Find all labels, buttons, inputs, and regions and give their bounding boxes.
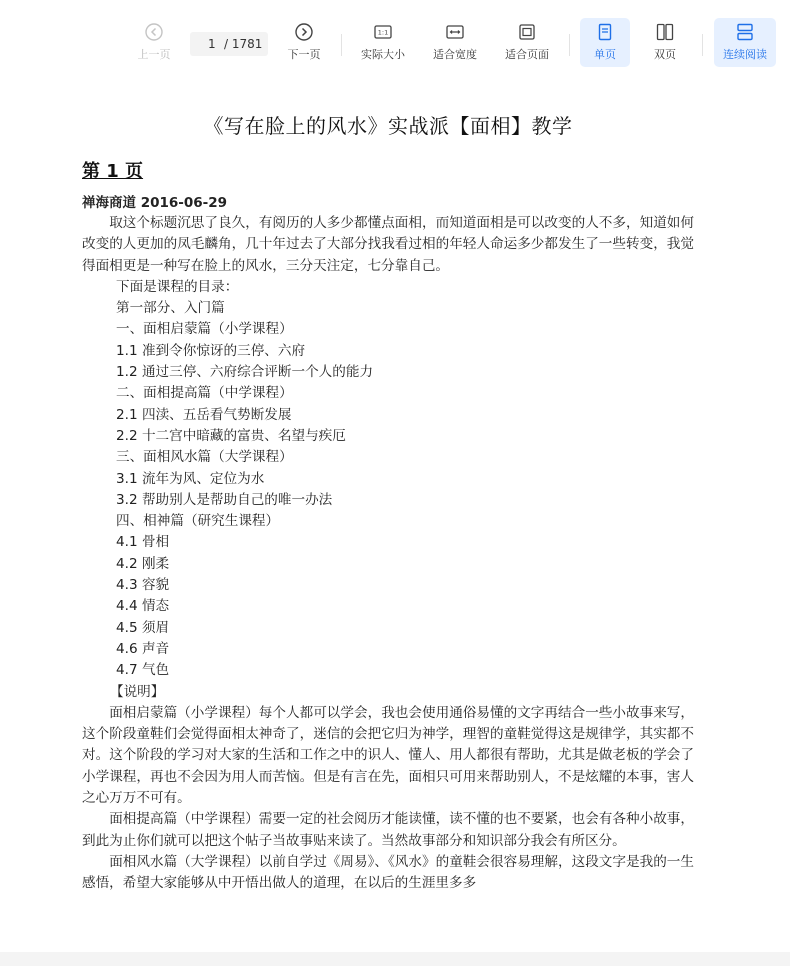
actual-size-label: 实际大小: [361, 48, 405, 61]
prev-page-button[interactable]: [134, 22, 174, 62]
document-title: 《写在脸上的风水》实战派【面相】教学: [203, 114, 573, 138]
toc-item: 四、相神篇（研究生课程）: [116, 513, 280, 530]
document-page: [82, 100, 694, 895]
toolbar-divider: [702, 34, 703, 56]
toc-intro: 下面是课程的目录：: [116, 278, 239, 295]
next-page-label: 下一页: [287, 48, 321, 61]
fit-width-label: 适合宽度: [433, 48, 477, 61]
toolbar-divider: [341, 34, 342, 56]
toc-item: 4.7 气色: [116, 662, 170, 679]
explain-heading: 【说明】: [110, 683, 165, 700]
single-page-button[interactable]: [580, 18, 630, 67]
table-of-contents: [82, 298, 694, 681]
toc-item: 2.1 四渎、五岳看气势断发展: [116, 406, 292, 423]
toc-item: 3.2 帮助别人是帮助自己的唯一办法: [116, 491, 333, 508]
fit-width-button[interactable]: [428, 22, 482, 62]
toc-item: 一、面相启蒙篇（小学课程）: [116, 321, 293, 338]
toc-item: 二、面相提高篇（中学课程）: [116, 385, 293, 402]
chevron-right-circle-icon: [294, 22, 314, 42]
continuous-reading-icon: [735, 22, 755, 42]
page-heading: 第 1 页: [82, 161, 144, 182]
body-paragraph: 面相启蒙篇（小学课程）每个人都可以学会，我也会使用通俗易懂的文字再结合一些小故事来写，这个阶段童鞋们会觉得面相太神奇了，迷信的会把它归为神学，理智的童鞋觉得这是规律学，其实都不对。这个阶段的学习对大家的生活和工作之中的识人、懂人、用人都很有帮助，尤其是做老板的学会了小学课程，再也不会因为用人而苦恼。但是有言在先，面相只可用来帮助别人，不是炫耀的本事，害人之心万万不可有。: [82, 704, 694, 807]
toc-item: 第一部分、入门篇: [116, 300, 225, 317]
toc-item: 1.2 通过三停、六府综合评断一个人的能力: [116, 364, 374, 381]
actual-size-icon: [373, 22, 393, 42]
fit-page-button[interactable]: [500, 22, 554, 62]
current-page: 1: [208, 37, 216, 51]
page-number-input[interactable]: [190, 32, 268, 56]
total-pages: / 1781: [224, 37, 263, 51]
body-paragraph: 面相风水篇（大学课程）以前自学过《周易》、《风水》的童鞋会很容易理解，这段文字是我的一生感悟，希望大家能够从中开悟出做人的道理，在以后的生涯里多多: [82, 853, 694, 892]
fit-width-icon: [445, 22, 465, 42]
svg-text:1:1: 1:1: [377, 28, 389, 37]
toc-item: 4.4 情态: [116, 598, 170, 615]
toc-item: 2.2 十二宫中暗藏的富贵、名望与疾厄: [116, 427, 346, 444]
body-paragraph: 面相提高篇（中学课程）需要一定的社会阅历才能读懂，读不懂的也不要紧，也会有各种小故事，到此为止你们就可以把这个帖子当故事贴来读了。当然故事部分和知识部分我会有所区分。: [82, 811, 694, 849]
double-page-label: 双页: [654, 48, 676, 61]
intro-paragraph: 取这个标题沉思了良久，有阅历的人多少都懂点面相，而知道面相是可以改变的人不多，知道如何改变的人更加的凤毛麟角，几十年过去了大部分找我看过相的年轻人命运多少都发生了一些转变，我觉得面相更是一种写在脸上的风水，三分天注定，七分靠自己。: [82, 215, 694, 274]
double-page-icon: [655, 22, 675, 42]
actual-size-button[interactable]: [356, 22, 410, 62]
toc-item: 4.2 刚柔: [116, 555, 170, 572]
toc-item: 4.6 声音: [116, 640, 170, 657]
fit-page-icon: [517, 22, 537, 42]
author-date-line: 禅海商道 2016-06-29: [82, 195, 228, 211]
chevron-left-circle-icon: [144, 22, 164, 42]
toc-item: 4.5 须眉: [116, 619, 170, 636]
continuous-reading-button[interactable]: [714, 18, 776, 67]
toc-item: 3.1 流年为风、定位为水: [116, 470, 265, 487]
toc-item: 4.3 容貌: [116, 577, 170, 594]
toc-item: 4.1 骨相: [116, 534, 170, 551]
single-page-label: 单页: [594, 48, 616, 61]
toc-item: 三、面相风水篇（大学课程）: [116, 449, 293, 466]
toc-item: 1.1 准到令你惊讶的三停、六府: [116, 342, 306, 359]
single-page-icon: [595, 22, 615, 42]
next-page-button[interactable]: [284, 22, 324, 62]
reader-toolbar: [0, 0, 790, 86]
fit-page-label: 适合页面: [505, 48, 549, 61]
toolbar-divider: [569, 34, 570, 56]
double-page-button[interactable]: [645, 22, 685, 62]
continuous-reading-label: 连续阅读: [723, 48, 767, 61]
horizontal-scrollbar[interactable]: [0, 952, 790, 966]
prev-page-label: 上一页: [137, 48, 171, 61]
